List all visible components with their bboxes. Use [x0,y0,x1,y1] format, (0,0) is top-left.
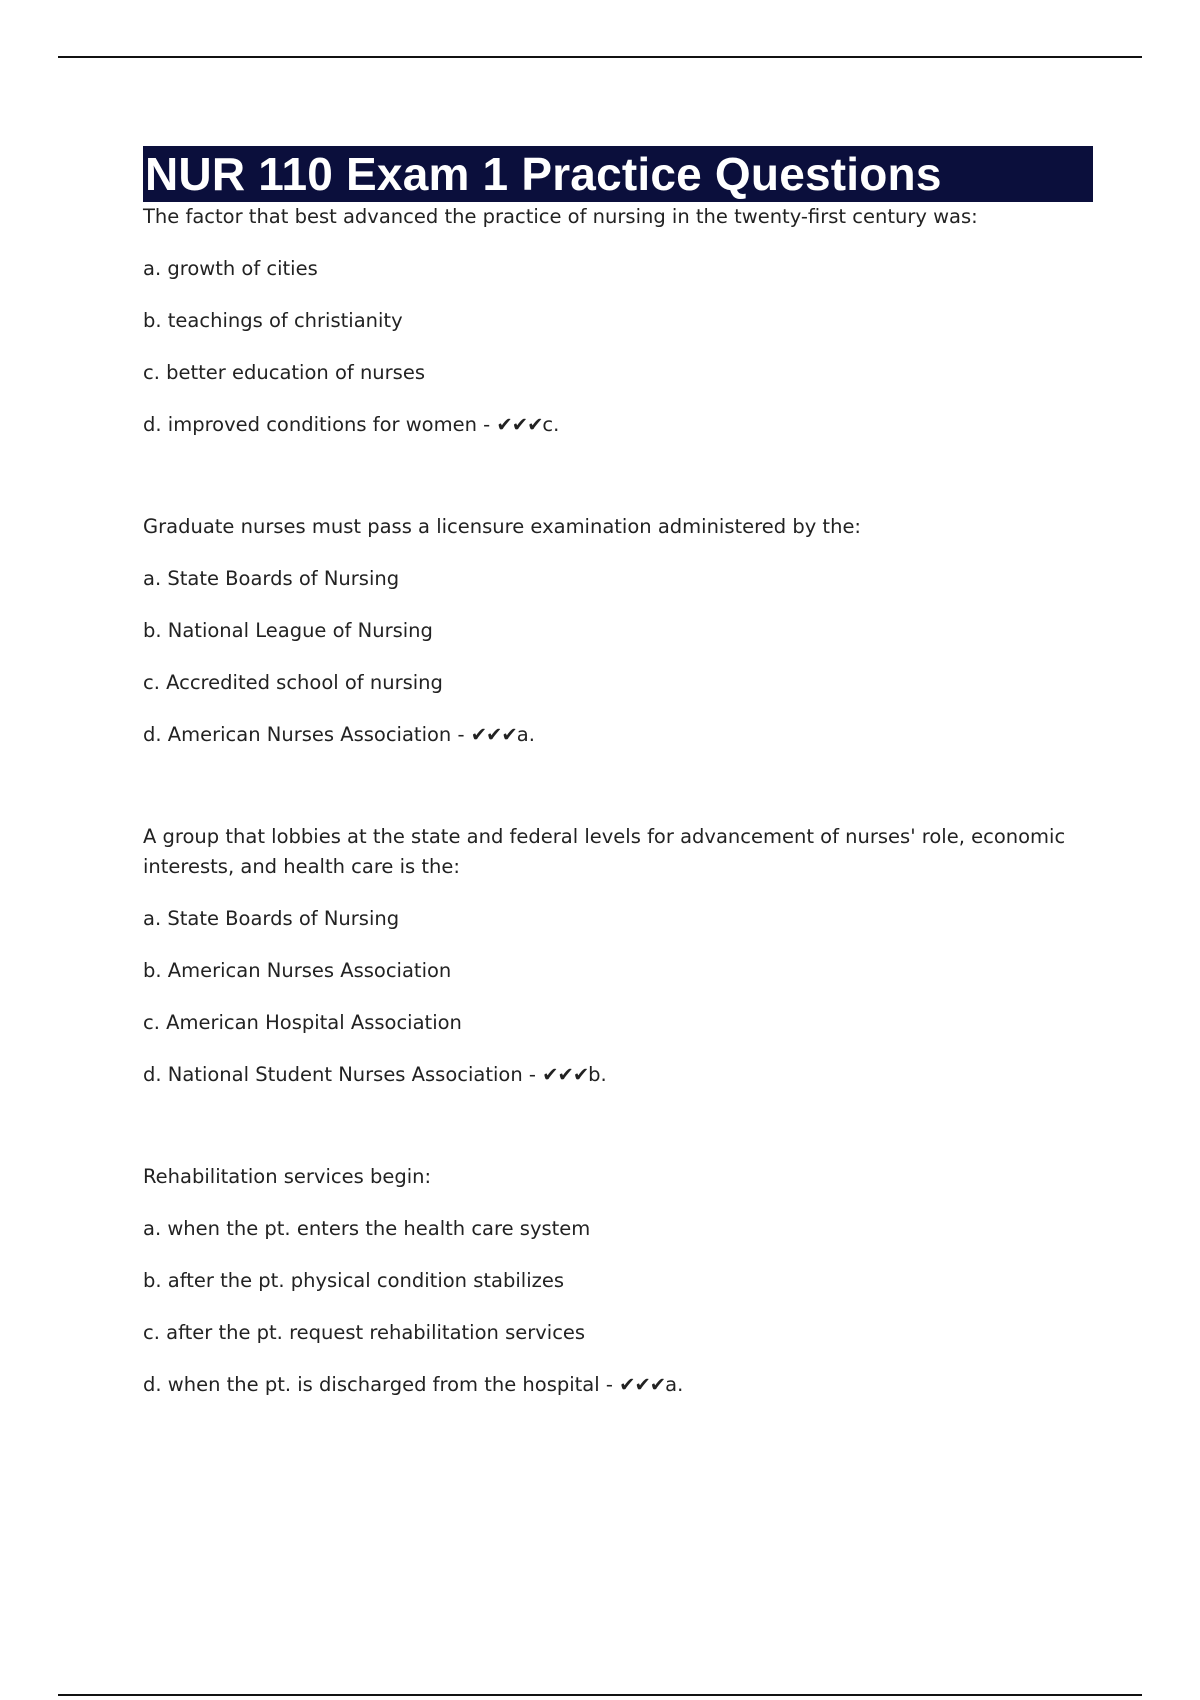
option-d-text: d. National Student Nurses Association - [143,1063,543,1086]
option-c: c. Accredited school of nursing [143,671,443,694]
option-b: b. National League of Nursing [143,619,433,642]
checkmark-icon: ✔✔✔ [496,413,543,436]
document-title: NUR 110 Exam 1 Practice Questions [145,148,942,200]
option-c: c. American Hospital Association [143,1011,462,1034]
option-d-text: d. when the pt. is discharged from the hospital - [143,1373,620,1396]
option-a: a. State Boards of Nursing [143,567,400,590]
option-a: a. growth of cities [143,257,318,280]
question-prompt: The factor that best advanced the practice of nursing in the twenty-first century was: [143,205,978,228]
option-c: c. after the pt. request rehabilitation services [143,1321,586,1344]
option-b: b. American Nurses Association [143,959,452,982]
document-body [143,146,1093,1400]
checkmark-icon: ✔✔✔ [619,1373,666,1396]
answer-key: b. [588,1063,607,1086]
question-prompt: Rehabilitation services begin: [143,1165,432,1188]
question-prompt: A group that lobbies at the state and federal levels for advancement of nurses' role, economic interests, and health care is the: [143,825,1066,878]
top-divider [58,56,1142,58]
option-c: c. better education of nurses [143,361,425,384]
question-4 [143,1162,1093,1400]
answer-key: a. [665,1373,684,1396]
answer-key: c. [542,413,560,436]
question-3 [143,822,1093,1090]
question-prompt: Graduate nurses must pass a licensure examination administered by the: [143,515,862,538]
checkmark-icon: ✔✔✔ [542,1063,589,1086]
option-d [143,1060,1093,1090]
option-d [143,1370,1093,1400]
question-1 [143,202,1093,440]
option-d-text: d. American Nurses Association - [143,723,471,746]
option-d [143,410,1093,440]
option-b: b. teachings of christianity [143,309,403,332]
option-a: a. when the pt. enters the health care system [143,1217,591,1240]
option-d [143,720,1093,750]
title-banner [143,146,1093,202]
option-d-text: d. improved conditions for women - [143,413,497,436]
option-b: b. after the pt. physical condition stabilizes [143,1269,565,1292]
question-2 [143,512,1093,750]
checkmark-icon: ✔✔✔ [470,723,517,746]
bottom-divider [58,1694,1142,1696]
answer-key: a. [516,723,535,746]
option-a: a. State Boards of Nursing [143,907,400,930]
